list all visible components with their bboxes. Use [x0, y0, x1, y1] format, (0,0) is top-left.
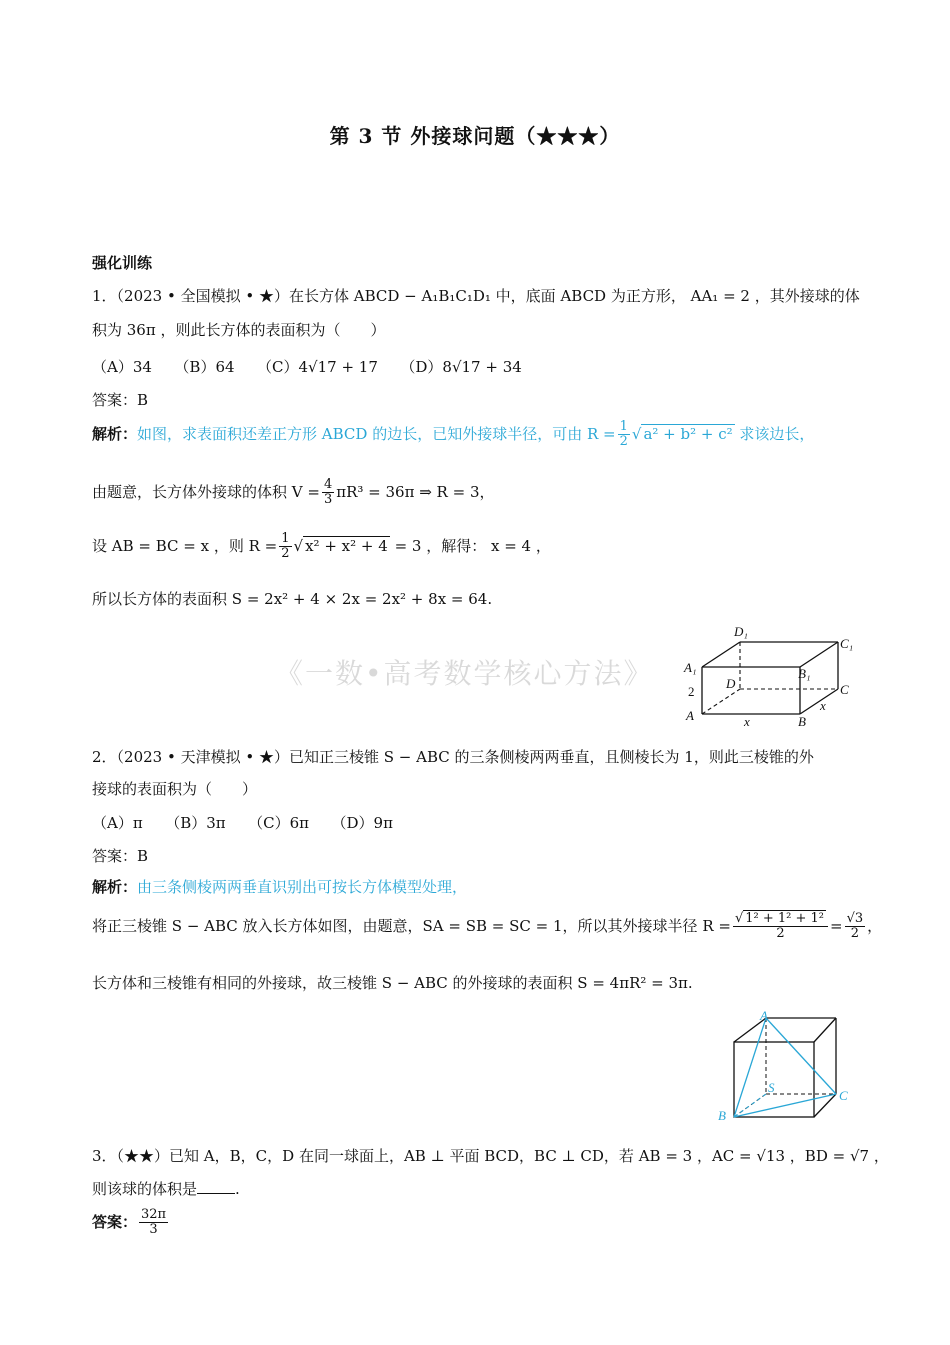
q2-line2: 接球的表面积为（ ） — [92, 780, 258, 798]
q3-line2: 则该球的体积是 . — [92, 1180, 240, 1198]
label-B: B — [718, 1108, 726, 1123]
q1-options: （A）34 （B）64 （C）4√17 + 17 （D）8√17 + 34 — [92, 358, 522, 376]
q2-analysis — [92, 876, 467, 897]
sqrt-expr: a² + b² + c² — [643, 424, 733, 443]
fraction: $\frac{\text{√ 1² + 1² + 1²}}{2}$ — [733, 912, 828, 942]
label-B: B — [798, 714, 806, 729]
analysis-text-b: 求该边长， — [739, 424, 815, 443]
fraction: $\frac{32\pi}{3}$ — [141, 1207, 167, 1238]
analysis-label: 解析： — [92, 424, 138, 443]
q2-step1: 将正三棱锥 S − ABC 放入长方体如图，由题意，SA = SB = SC = 1，所以其外接球半径 R = $\frac{\text{√ 1² + 1² + 1²}}{2}$ = $\frac{√3}{2}$ ， — [92, 911, 883, 942]
q2-line1: 2．（2023 • 天津模拟 • ★）已知正三棱锥 S − ABC 的三条侧棱两两垂直，且侧棱长为 1，则此三棱锥的外 — [92, 748, 814, 766]
label-C1: C₁ — [840, 636, 854, 651]
q1-line2: 积为 36π ，则此长方体的表面积为（ ） — [92, 321, 386, 339]
page-title: 第 3 节 外接球问题（★★★） — [329, 124, 621, 148]
watermark: 《一数•高考数学核心方法》 — [275, 657, 654, 690]
q1-step3: 所以长方体的表面积 S = 2x² + 4 × 2x = 2x² + 8x = 64. — [92, 590, 493, 608]
analysis-text-a: 如图，求表面积还差正方形 ABCD 的边长，已知外接球半径，可由 R = — [137, 424, 616, 443]
label-two: 2 — [688, 684, 695, 699]
q1-analysis: 解析：如图，求表面积还差正方形 ABCD 的边长，已知外接球半径，可由 R = $\frac{1}{2}$ √ a² + b² + c² 求该边长， — [92, 419, 815, 450]
label-A: A — [686, 708, 694, 723]
q1-step2: 设 AB = BC = x ，则 R = $\frac{1}{2}$ √ x² + x² + 4 = 3 ，解得： x = 4 ， — [92, 531, 551, 562]
analysis-text: 由三条侧棱两两垂直识别出可按长方体模型处理， — [137, 878, 468, 896]
label-D: D — [726, 676, 736, 691]
analysis-label: 解析： — [92, 878, 138, 896]
label-A: A — [760, 1008, 768, 1023]
label-x2: x — [820, 698, 826, 713]
label-B1: B₁ — [798, 666, 811, 681]
q1-line1: 1．（2023 • 全国模拟 • ★）在长方体 ABCD − A₁B₁C₁D₁ 中，底面 ABCD 为正方形， AA₁ = 2 ，其外接球的体 — [92, 287, 860, 305]
fraction: $\frac{1}{2}$ — [281, 531, 290, 562]
label-A1: A₁ — [684, 660, 697, 675]
q2-answer: 答案：B — [92, 847, 149, 865]
cuboid-figure — [680, 622, 860, 734]
sqrt-expr: x² + x² + 4 — [305, 536, 388, 555]
q3-line1: 3．（★★）已知 A，B，C，D 在同一球面上，AB ⊥ 平面 BCD，BC ⊥ CD，若 AB = 3 ，AC = √13 ，BD = √7 ， — [92, 1147, 889, 1165]
fraction: $\frac{1}{2}$ — [619, 419, 628, 450]
label-S: S — [768, 1080, 775, 1095]
fraction: $\frac{4}{3}$ — [323, 477, 333, 508]
answer-blank — [197, 1193, 235, 1194]
cube-figure — [714, 1006, 864, 1124]
label-C: C — [839, 1088, 848, 1103]
q1-step1: 由题意，长方体外接球的体积 V = $\frac{4}{3}$ πR³ = 36π ⇒ R = 3， — [92, 477, 495, 508]
q3-answer: 答案： $\frac{32\pi}{3}$ — [92, 1207, 167, 1238]
fraction: $\frac{√3}{2}$ — [846, 911, 864, 942]
label-C: C — [840, 682, 849, 697]
q2-step2: 长方体和三棱锥有相同的外接球，故三棱锥 S − ABC 的外接球的表面积 S = 4πR² = 3π. — [92, 974, 693, 992]
q1-answer: 答案：B — [92, 391, 149, 409]
label-D1: D₁ — [734, 624, 748, 639]
label-x1: x — [744, 714, 750, 729]
section-heading: 强化训练 — [92, 254, 153, 272]
q2-options: （A）π （B）3π （C）6π （D）9π — [92, 814, 393, 832]
